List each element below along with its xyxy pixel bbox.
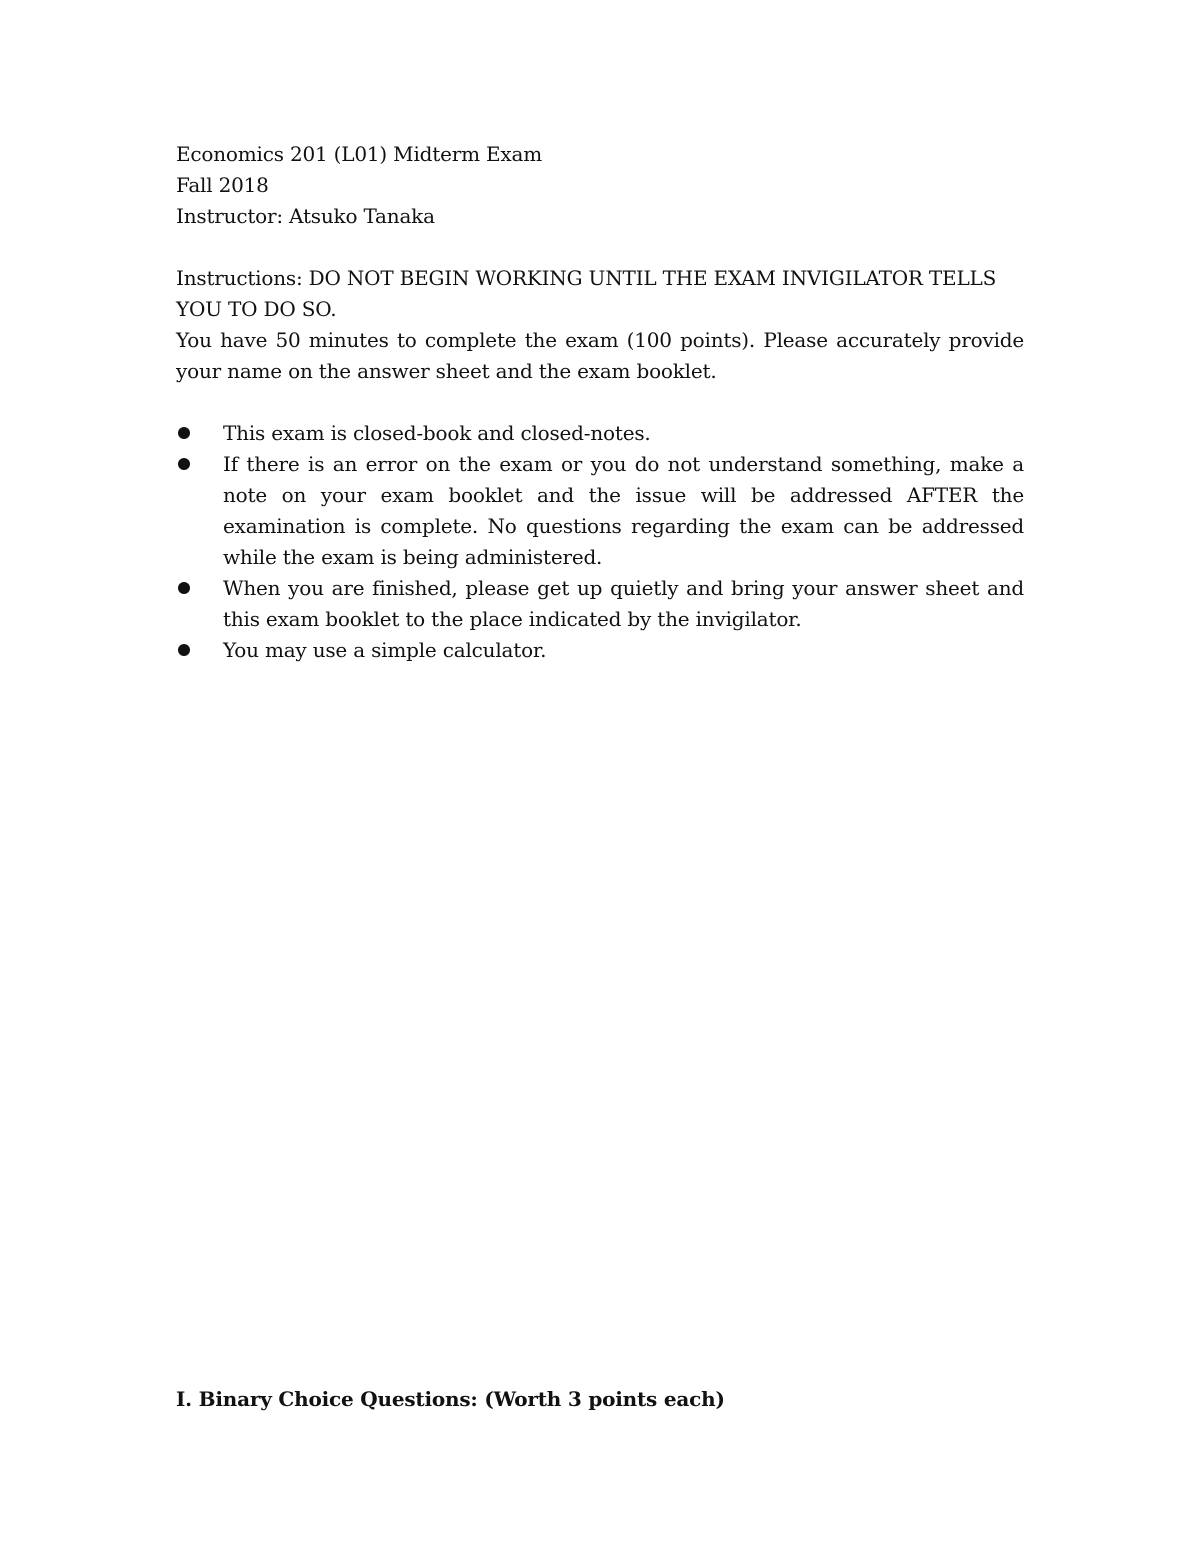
rule-text: You may use a simple calculator.: [223, 638, 547, 662]
bullet-icon: [178, 582, 190, 594]
bullet-icon: [178, 427, 190, 439]
spacer: [176, 232, 1024, 263]
list-item: [176, 418, 1024, 449]
list-item: [176, 573, 1024, 635]
list-item: [176, 635, 1024, 666]
rule-text: This exam is closed-book and closed-notes.: [223, 421, 651, 445]
exam-front-matter: [176, 139, 1024, 666]
rule-text: If there is an error on the exam or you do not understand something, make a note on your exam booklet and the issue will be addressed AFTER the examination is complete. No questions regarding the exam can be addressed while the exam is being administered.: [223, 452, 1024, 569]
instructor-name: Instructor: Atsuko Tanaka: [176, 204, 435, 228]
exam-term: Fall 2018: [176, 173, 269, 197]
instructions-details: You have 50 minutes to complete the exam (100 points). Please accurately provide your name on the answer sheet and the exam booklet.: [176, 328, 1024, 383]
list-item: [176, 449, 1024, 573]
section-heading: I. Binary Choice Questions: (Worth 3 points each): [176, 1387, 725, 1411]
rule-text: When you are finished, please get up quietly and bring your answer sheet and this exam booklet to the place indicated by the invigilator.: [223, 576, 1024, 631]
spacer: [176, 387, 1024, 418]
bullet-icon: [178, 644, 190, 656]
exam-rules-list: [176, 418, 1024, 666]
bullet-icon: [178, 458, 190, 470]
course-title: Economics 201 (L01) Midterm Exam: [176, 142, 542, 166]
instructions-warning: Instructions: DO NOT BEGIN WORKING UNTIL THE EXAM INVIGILATOR TELLS YOU TO DO SO.: [176, 266, 997, 321]
